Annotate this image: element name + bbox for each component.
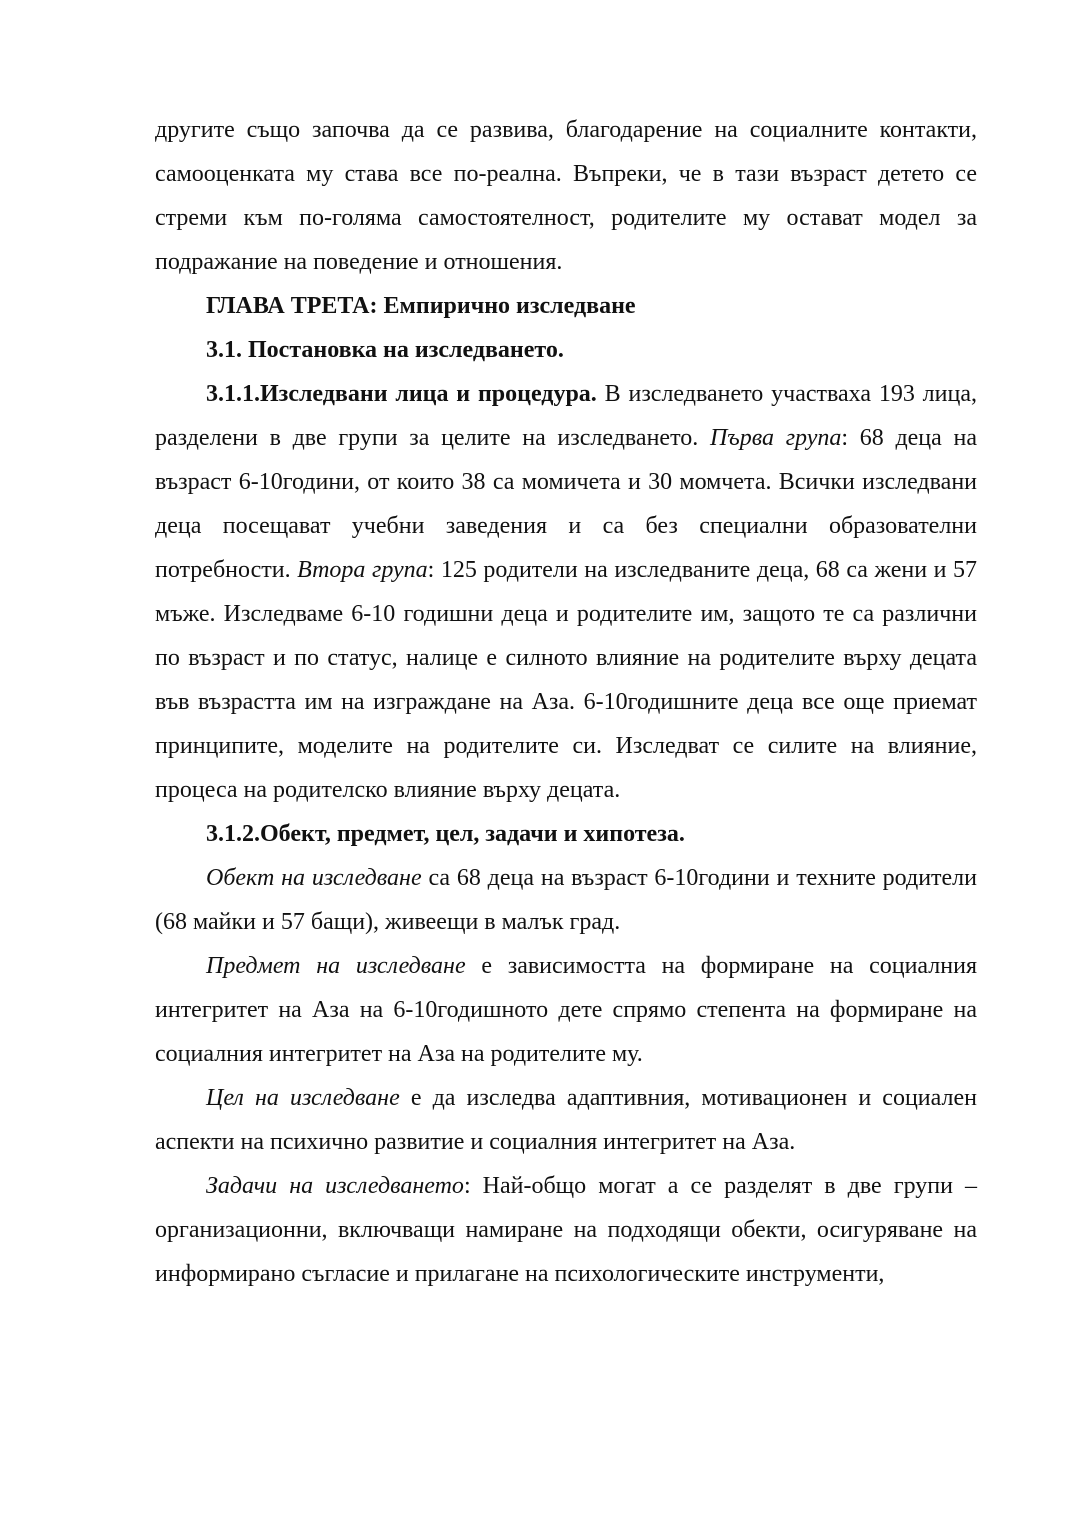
subject-matter-label: Предмет на изследване — [206, 953, 466, 979]
paragraph-subject-matter — [155, 944, 977, 1076]
object-text: са 68 деца на възраст 6-10години и техните родители (68 майки и 57 бащи), живеещи в малък град. — [155, 865, 977, 935]
paragraph-goal — [155, 1076, 977, 1164]
subjects-text-1: В изследването участваха 193 лица, разделени в две групи за целите на изследването. — [155, 381, 977, 451]
object-heading: 3.1.2.Обект, предмет, цел, задачи и хипотеза. — [206, 821, 685, 847]
document-page — [155, 108, 977, 1296]
section-heading: 3.1. Постановка на изследването. — [206, 337, 564, 363]
chapter-heading: ГЛАВА ТРЕТА: Емпирично изследване — [206, 293, 636, 319]
group1-label: Първа група — [709, 425, 842, 451]
object-label: Обект на изследване — [206, 865, 422, 891]
subjects-title: 3.1.1.Изследвани лица и процедура. — [206, 381, 597, 407]
subjects-text-3: : 125 родители на изследваните деца, 68 са жени и 57 мъже. Изследваме 6-10 годишни деца и родителите им, защото те са различни по възраст и по статус, налице е силното влияние на родителите върху децата във възрастта им на изграждане на Аза. 6-10годишните деца все още приемат принципите, моделите на родителите си. Изследват се силите на влияние, процеса на родителско влияние върху децата. — [155, 557, 977, 803]
paragraph-tasks — [155, 1164, 977, 1296]
paragraph-subjects — [155, 372, 977, 812]
paragraph-object — [155, 856, 977, 944]
tasks-text: : Най-общо могат а се разделят в две групи – организационни, включващи намиране на подходящи обекти, осигуряване на информирано съгласие и прилагане на психологическите инструменти, — [155, 1173, 977, 1287]
goal-text: е да изследва адаптивния, мотивационен и социален аспекти на психично развитие и социалния интегритет на Аза. — [155, 1085, 977, 1155]
paragraph-intro: другите също започва да се развива, благодарение на социалните контакти, самооценката му става все по-реална. Въпреки, че в тази възраст детето се стреми към по-голяма самостоятелност, родителите му остават модел за подражание на поведение и отношения. — [155, 117, 977, 275]
subject-matter-text: е зависимостта на формиране на социалния интегритет на Аза на 6-10годишното дете спрямо степента на формиране на социалния интегритет на Аза на родителите му. — [155, 953, 977, 1067]
goal-label: Цел на изследване — [206, 1085, 400, 1111]
group2-label: Втора група — [297, 557, 428, 583]
subjects-text-2: : 68 деца на възраст 6-10години, от които 38 са момичета и 30 момчета. Всички изследвани деца посещават учебни заведения и са без специални образователни потребности. — [155, 425, 977, 583]
tasks-label: Задачи на изследването — [206, 1173, 464, 1199]
